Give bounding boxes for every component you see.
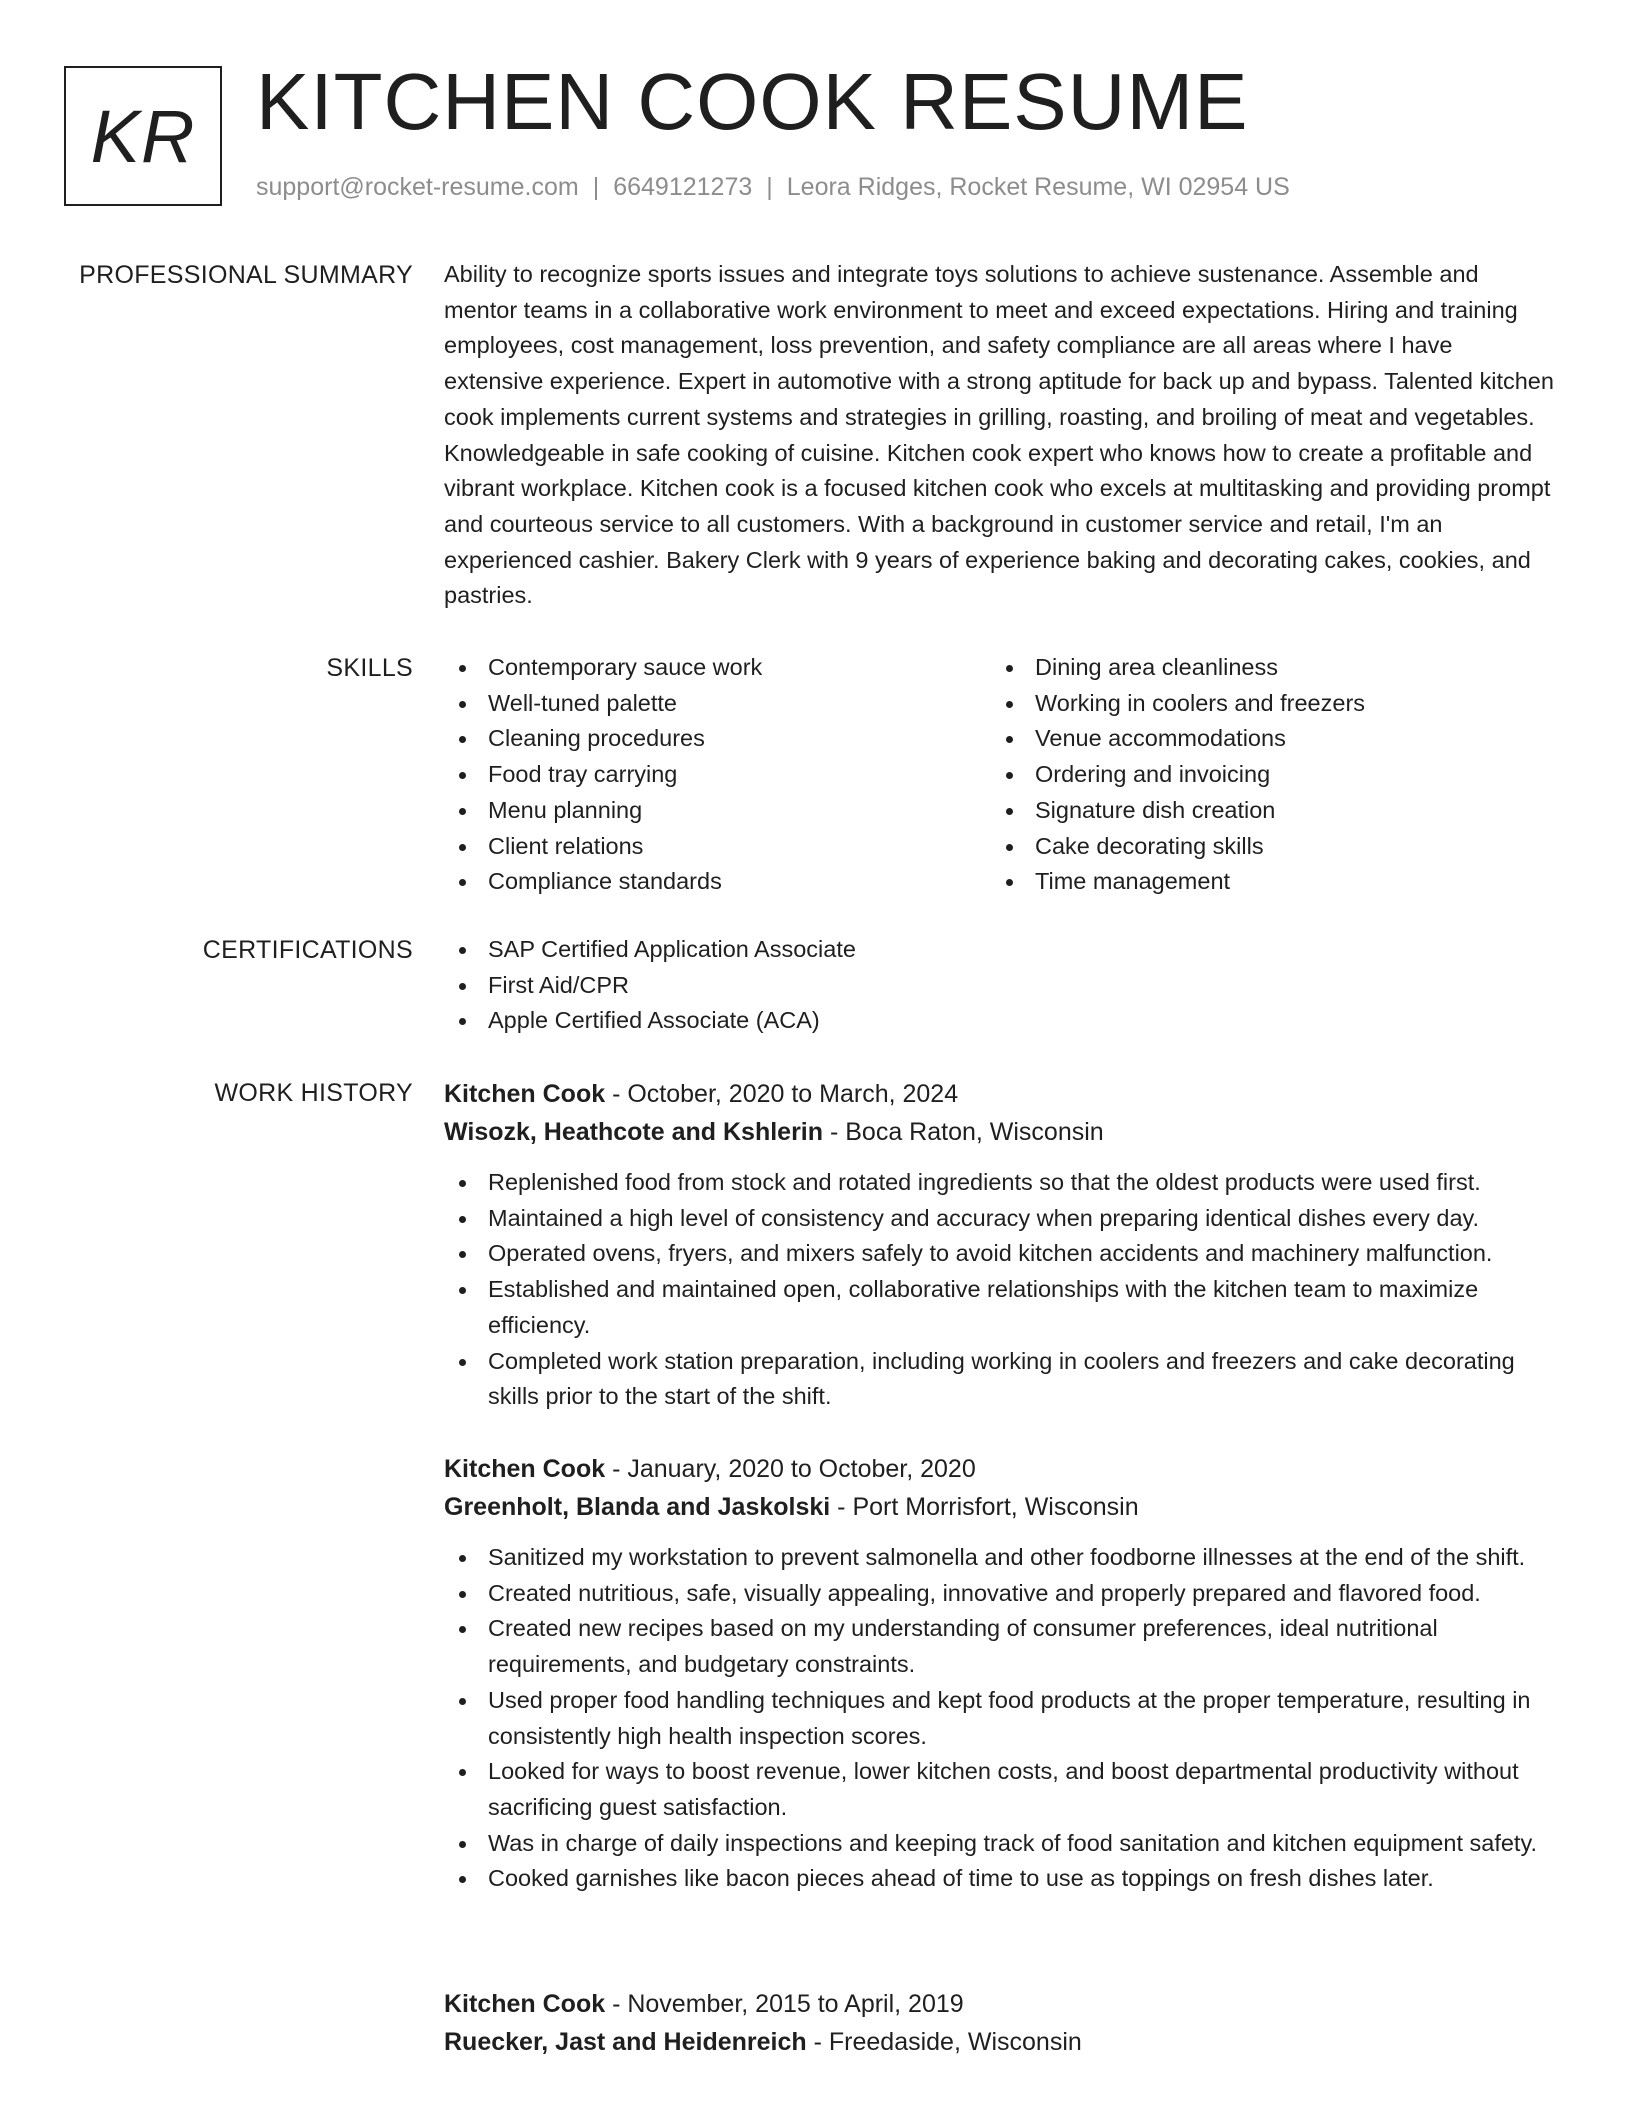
section-label: PROFESSIONAL SUMMARY [79, 261, 413, 289]
job-duties-list [444, 1540, 1554, 1897]
job-duty: Created nutritious, safe, visually appealing, innovative and properly prepared and flavored food. [444, 1576, 1554, 1612]
job-duty: Used proper food handling techniques and kept food products at the proper temperature, resulting in consistently high health inspection scores. [444, 1683, 1554, 1754]
job-duty: Created new recipes based on my understanding of consumer preferences, ideal nutritional requirements, and budgetary constraints. [444, 1611, 1554, 1682]
job-duty: Completed work station preparation, including working in coolers and freezers and cake decorating skills prior to the start of the shift. [444, 1344, 1554, 1415]
skill-item: Signature dish creation [991, 793, 1531, 829]
job-title-line [444, 1450, 1554, 1488]
job-duty: Operated ovens, fryers, and mixers safely to avoid kitchen accidents and machinery malfunction. [444, 1236, 1554, 1272]
dash: - [806, 2028, 829, 2056]
certification-item: First Aid/CPR [444, 968, 1554, 1004]
section-label: SKILLS [326, 654, 413, 682]
dash: - [823, 1118, 846, 1146]
job-company-line [444, 1113, 1554, 1151]
job-title-line [444, 1075, 1554, 1113]
dash: - [830, 1493, 853, 1521]
dash: - [605, 1455, 628, 1483]
contact-phone[interactable]: 6649121273 [613, 173, 753, 201]
job-duty: Was in charge of daily inspections and keeping track of food sanitation and kitchen equipment safety. [444, 1826, 1554, 1862]
skill-item: Compliance standards [444, 864, 984, 900]
job-location: Freedaside, Wisconsin [828, 2028, 1082, 2056]
section-label: CERTIFICATIONS [202, 936, 413, 964]
job-duty: Sanitized my workstation to prevent salmonella and other foodborne illnesses at the end of the shift. [444, 1540, 1554, 1576]
certification-item: Apple Certified Associate (ACA) [444, 1003, 1554, 1039]
job-title: Kitchen Cook [444, 1080, 606, 1108]
job-location: Boca Raton, Wisconsin [845, 1118, 1104, 1146]
dash: - [605, 1990, 628, 2018]
skill-item: Working in coolers and freezers [991, 686, 1531, 722]
monogram-initials: KR [90, 94, 196, 178]
job-company: Greenholt, Blanda and Jaskolski [444, 1493, 831, 1521]
contact-line [256, 173, 1290, 202]
job-company-line [444, 2023, 1554, 2061]
certifications-list [444, 932, 1554, 1039]
job-company: Wisozk, Heathcote and Kshlerin [444, 1118, 824, 1146]
job-company: Ruecker, Jast and Heidenreich [444, 2028, 807, 2056]
contact-address: Leora Ridges, Rocket Resume, WI 02954 US [786, 173, 1290, 201]
job-duties-list [444, 1165, 1554, 1415]
certification-item: SAP Certified Application Associate [444, 932, 1554, 968]
skill-item: Contemporary sauce work [444, 650, 984, 686]
summary-text: Ability to recognize sports issues and integrate toys solutions to achieve sustenance. Assemble and mentor teams in a collaborative work environment to meet and exceed expectations. Hiring and training employees, cost management, loss prevention, and safety compliance are all areas where I have extensive experience. Expert in automotive with a strong aptitude for back up and bypass. Talented kitchen cook implements current systems and strategies in grilling, roasting, and broiling of meat and vegetables. Knowledgeable in safe cooking of cuisine. Kitchen cook expert who knows how to create a profitable and vibrant workplace. Kitchen cook is a focused kitchen cook who excels at multitasking and providing prompt and courteous service to all customers. With a background in customer service and retail, I'm an experienced cashier. Bakery Clerk with 9 years of experience baking and decorating cakes, cookies, and pastries. [444, 261, 1554, 609]
skills-list-left [444, 650, 984, 900]
job-dates: January, 2020 to October, 2020 [627, 1455, 976, 1483]
job-title: Kitchen Cook [444, 1990, 606, 2018]
job-title-line [444, 1985, 1554, 2023]
contact-separator: | [766, 173, 773, 201]
section-label: WORK HISTORY [214, 1079, 413, 1107]
job-duty: Maintained a high level of consistency and accuracy when preparing identical dishes every day. [444, 1201, 1554, 1237]
skill-item: Food tray carrying [444, 757, 984, 793]
skill-item: Ordering and invoicing [991, 757, 1531, 793]
skill-item: Menu planning [444, 793, 984, 829]
skill-item: Client relations [444, 829, 984, 865]
skills-list-right [991, 650, 1531, 900]
job-dates: November, 2015 to April, 2019 [627, 1990, 964, 2018]
contact-email[interactable]: support@rocket-resume.com [256, 173, 579, 201]
monogram-badge [64, 66, 222, 206]
skill-item: Well-tuned palette [444, 686, 984, 722]
job-duty: Established and maintained open, collaborative relationships with the kitchen team to maximize efficiency. [444, 1272, 1554, 1343]
job-title: Kitchen Cook [444, 1455, 606, 1483]
job-entry [444, 1985, 1554, 2061]
skill-item: Time management [991, 864, 1531, 900]
skill-item: Dining area cleanliness [991, 650, 1531, 686]
resume-title: KITCHEN COOK RESUME [256, 57, 1249, 146]
skill-item: Cleaning procedures [444, 721, 984, 757]
contact-separator: | [592, 173, 600, 201]
job-entry [444, 1450, 1554, 1897]
job-duty: Looked for ways to boost revenue, lower kitchen costs, and boost departmental productivity without sacrificing guest satisfaction. [444, 1754, 1554, 1825]
dash: - [605, 1080, 628, 1108]
job-duty: Replenished food from stock and rotated ingredients so that the oldest products were used first. [444, 1165, 1554, 1201]
job-dates: October, 2020 to March, 2024 [627, 1080, 959, 1108]
job-entry [444, 1075, 1554, 1415]
job-duty: Cooked garnishes like bacon pieces ahead of time to use as toppings on fresh dishes later. [444, 1861, 1554, 1897]
job-company-line [444, 1488, 1554, 1526]
skill-item: Venue accommodations [991, 721, 1531, 757]
skill-item: Cake decorating skills [991, 829, 1531, 865]
job-location: Port Morrisfort, Wisconsin [852, 1493, 1139, 1521]
